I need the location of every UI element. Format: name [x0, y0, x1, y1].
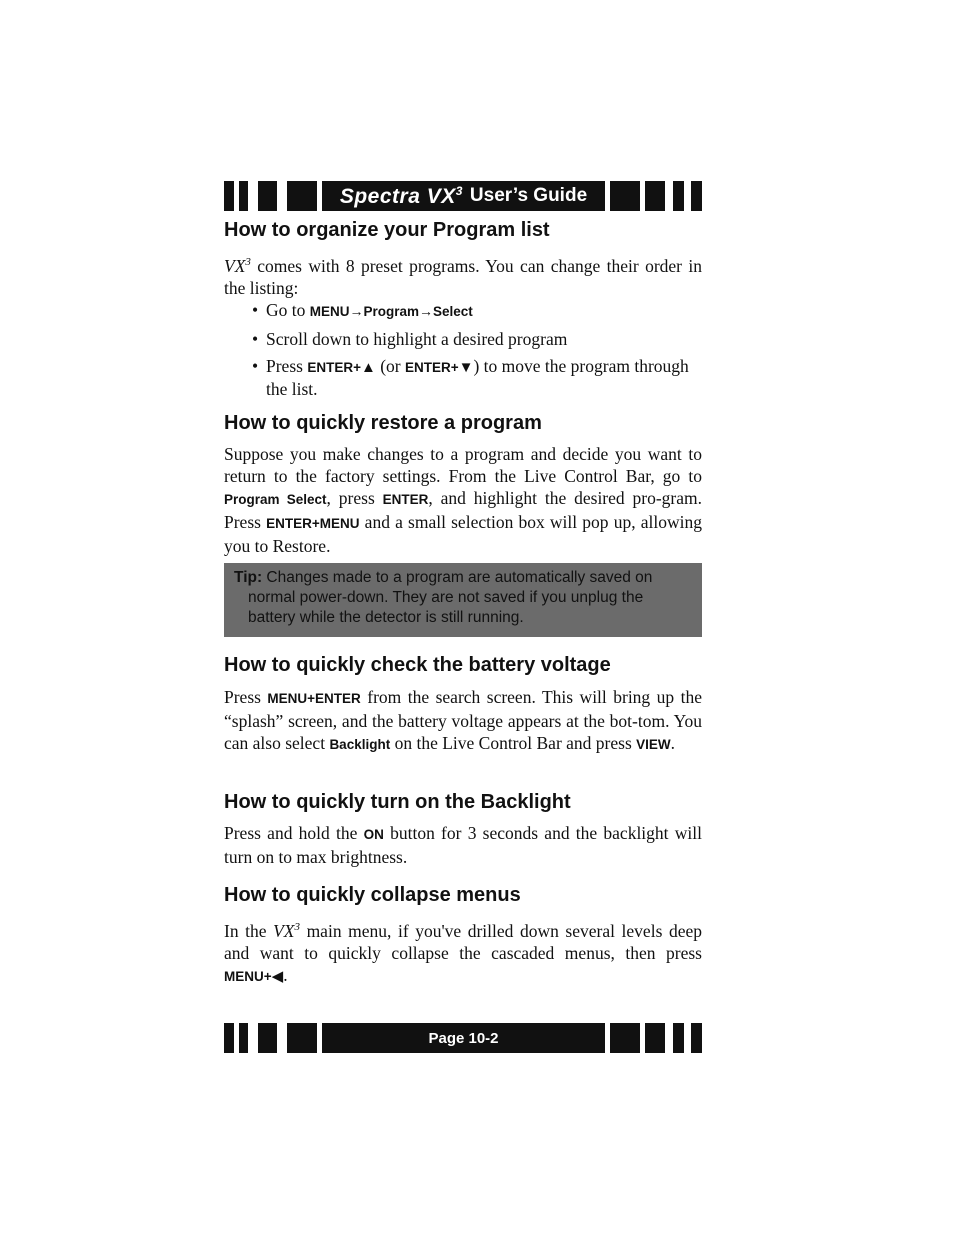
- footer-block: [239, 1023, 248, 1053]
- collapse-paragraph: In the $VX^3$ main menu, if you've drilled down several levels deep and want to quickly collapse the cascaded menus, then press MENU+◀.: [224, 920, 702, 985]
- footer-bar: [224, 1023, 702, 1053]
- list-item: • Scroll down to highlight a desired program: [252, 329, 568, 349]
- footer-block: [224, 1023, 234, 1053]
- list-item: • Go to MENU→Program→Select: [252, 300, 473, 320]
- footer-block: [610, 1023, 640, 1053]
- tip-line: battery while the detector is still running.: [248, 609, 524, 626]
- tip-line: Tip: Changes made to a program are automatically saved on: [234, 569, 653, 586]
- heading-backlight: How to quickly turn on the Backlight: [224, 791, 571, 813]
- guide-label: User’s Guide: [469, 185, 588, 206]
- list-item: • Press ENTER+▲ (or ENTER+▼) to move the program through the list.: [252, 356, 689, 399]
- header-block: [610, 181, 640, 211]
- header-bar: [224, 181, 702, 211]
- backlight-paragraph: Press and hold the ON button for 3 seconds and the backlight will turn on to max brightness.: [224, 823, 702, 867]
- header-block: [258, 181, 277, 211]
- triangle-up-icon: ▲: [360, 360, 376, 376]
- organize-intro: $VX^3$ comes with 8 preset programs. You can change their order in the listing:: [224, 255, 702, 298]
- heading-battery: How to quickly check the battery voltage: [224, 654, 611, 676]
- footer-block: [287, 1023, 317, 1053]
- heading-collapse: How to quickly collapse menus: [224, 884, 521, 906]
- battery-paragraph: Press MENU+ENTER from the search screen. This will bring up the “splash” screen, and the battery voltage appears at the bot-tom. You can also select Backlight on the Live Control Bar and press VIEW.: [224, 687, 702, 753]
- header-block: [645, 181, 665, 211]
- footer-block: [673, 1023, 684, 1053]
- organize-steps: [224, 300, 702, 406]
- footer-block: [645, 1023, 665, 1053]
- page-number: [322, 1023, 605, 1053]
- header-block: [224, 181, 234, 211]
- triangle-left-icon: ◀: [271, 968, 284, 985]
- header-block: [287, 181, 317, 211]
- heading-organize: How to organize your Program list: [224, 219, 550, 241]
- header-title: [322, 181, 605, 211]
- restore-paragraph: Suppose you make changes to a program and decide you want to return to the factory settings. From the Live Control Bar, go to Program Select, press ENTER, and highlight the desired pro-gram. Press ENTER+MENU and a small selection box will pop up, allowing you to Restore.: [224, 444, 703, 556]
- tip-box: [224, 563, 702, 637]
- triangle-down-icon: ▼: [458, 360, 474, 376]
- arrow-right-icon: →: [419, 305, 434, 320]
- footer-block: [258, 1023, 277, 1053]
- page-label: Page 10-2: [428, 1029, 499, 1047]
- heading-restore: How to quickly restore a program: [224, 412, 542, 434]
- tip-line: normal power-down. They are not saved if you unplug the: [248, 589, 644, 606]
- header-block: [239, 181, 248, 211]
- header-block: [691, 181, 702, 211]
- arrow-right-icon: →: [349, 305, 364, 320]
- footer-block: [691, 1023, 702, 1053]
- brand-logo: Spectra $VX^3$: [339, 183, 463, 208]
- header-block: [673, 181, 684, 211]
